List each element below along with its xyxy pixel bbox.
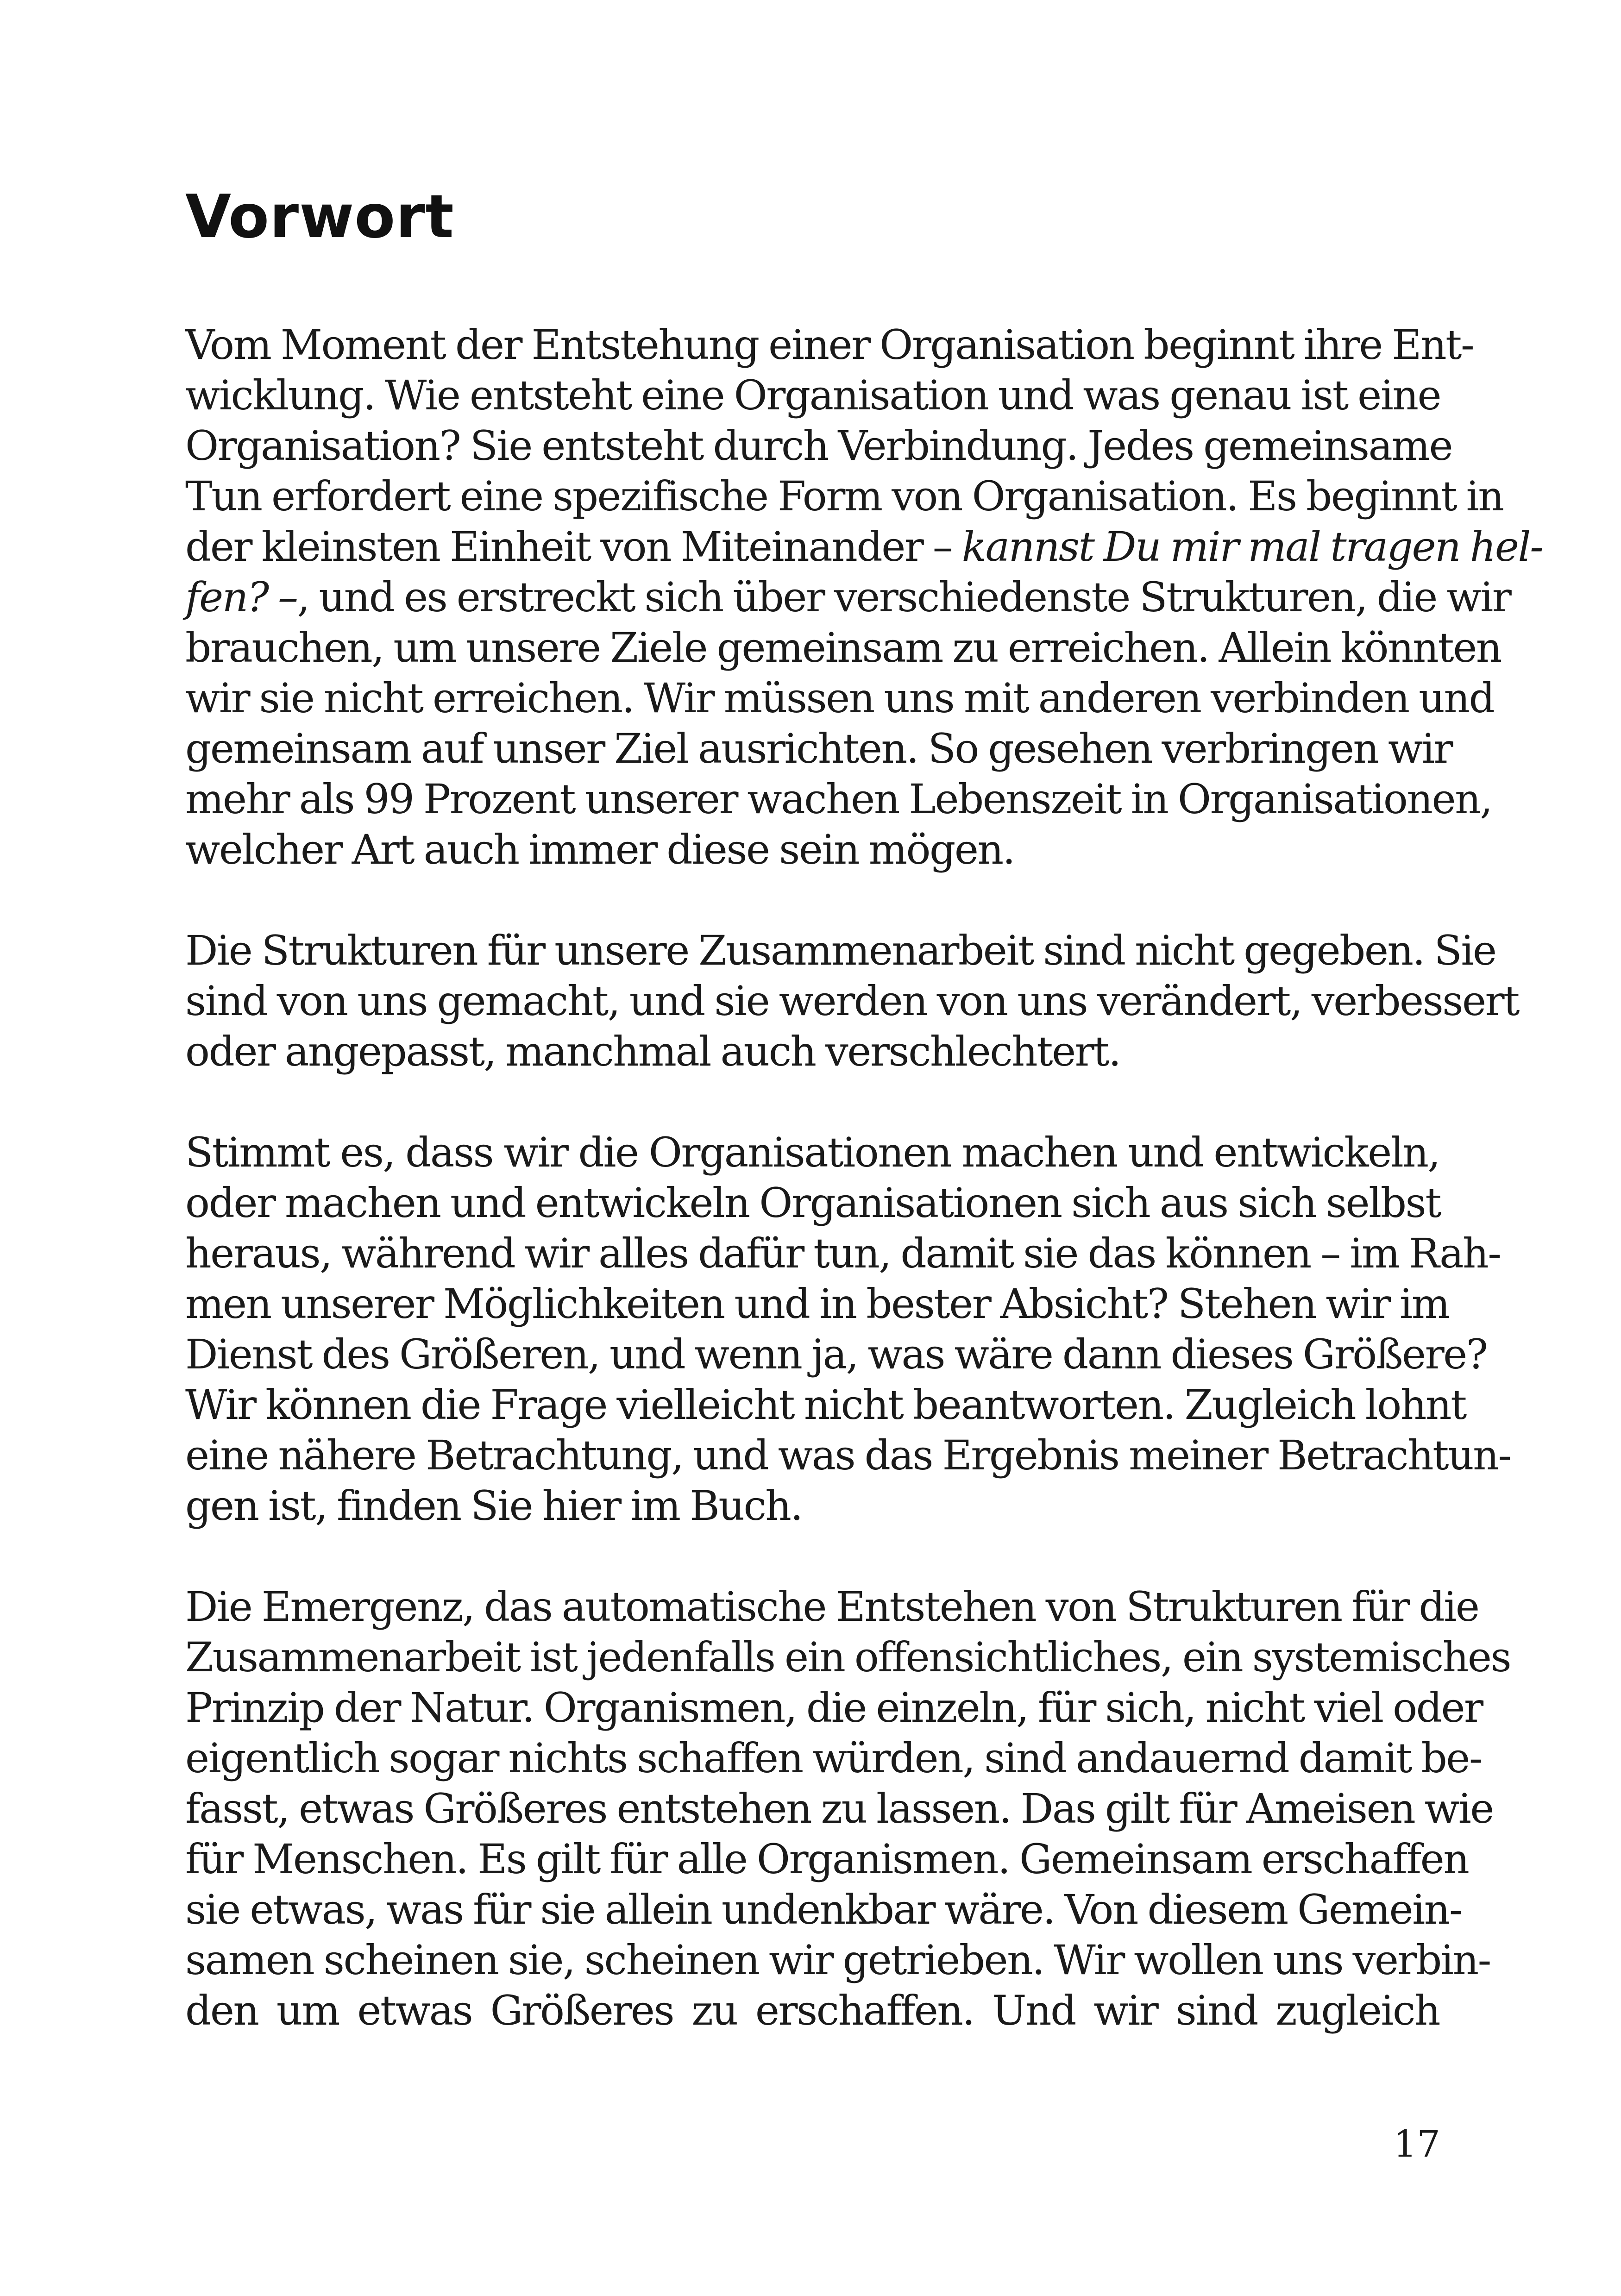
text-line: gemeinsam auf unser Ziel ausrichten. So gesehen verbringen wir <box>185 725 1452 772</box>
text-line: Stimmt es, dass wir die Organisationen machen und entwickeln, <box>185 1129 1439 1176</box>
text-line: mehr als 99 Prozent unserer wachen Lebenszeit in Organisationen, <box>185 775 1492 823</box>
text-line: brauchen, um unsere Ziele gemeinsam zu erreichen. Allein könnten <box>185 624 1501 671</box>
text-line: wicklung. Wie entsteht eine Organisation und was genau ist eine <box>185 371 1441 419</box>
paragraph <box>185 1581 1511 2036</box>
text-line: Vom Moment der Entstehung einer Organisation beginnt ihre Ent- <box>185 321 1474 369</box>
text-line: sie etwas, was für sie allein undenkbar wäre. Von diesem Gemein- <box>185 1886 1462 1933</box>
text-line: eine nähere Betrachtung, und was das Ergebnis meiner Betrachtun- <box>185 1431 1511 1479</box>
page-number: 17 <box>1393 2122 1440 2165</box>
text-run: , und es erstreckt sich über verschiedenste Strukturen, die wir <box>297 573 1511 621</box>
text-line: eigentlich sogar nichts schaffen würden, sind andauernd damit be- <box>185 1734 1482 1782</box>
text-line: heraus, während wir alles dafür tun, damit sie das können – im Rah- <box>185 1230 1501 1277</box>
text-line: Zusammenarbeit ist jedenfalls ein offensichtliches, ein systemisches <box>185 1633 1511 1681</box>
text-line: Dienst des Größeren, und wenn ja, was wäre dann dieses Größere? <box>185 1330 1487 1378</box>
text-line: gen ist, finden Sie hier im Buch. <box>185 1482 802 1530</box>
text-line: Organisation? Sie entsteht durch Verbindung. Jedes gemeinsame <box>185 422 1452 470</box>
paragraph <box>185 925 1519 1077</box>
chapter-heading: Vorwort <box>185 182 454 251</box>
text-line: samen scheinen sie, scheinen wir getrieben. Wir wollen uns verbin- <box>185 1936 1490 1984</box>
text-line: für Menschen. Es gilt für alle Organismen. Gemeinsam erschaffen <box>185 1835 1469 1883</box>
paragraph <box>185 320 1543 875</box>
text-line: oder angepasst, manchmal auch verschlechtert. <box>185 1028 1120 1075</box>
text-line: oder machen und entwickeln Organisationen sich aus sich selbst <box>185 1179 1441 1227</box>
text-line: Tun erfordert eine spezifische Form von Organisation. Es beginnt in <box>185 472 1503 520</box>
text-line: Die Emergenz, das automatische Entstehen von Strukturen für die <box>185 1583 1479 1631</box>
paragraph <box>185 1127 1511 1531</box>
text-line <box>185 572 1511 622</box>
italic-text-run: fen? – <box>185 573 297 621</box>
body-text <box>185 320 1543 2086</box>
text-line: sind von uns gemacht, und sie werden von uns verändert, verbessert <box>185 977 1519 1025</box>
text-line <box>185 521 1543 572</box>
text-line: wir sie nicht erreichen. Wir müssen uns mit anderen verbinden und <box>185 674 1494 722</box>
text-line: men unserer Möglichkeiten und in bester Absicht? Stehen wir im <box>185 1280 1449 1328</box>
text-line: Prinzip der Natur. Organismen, die einzeln, für sich, nicht viel oder <box>185 1684 1483 1731</box>
text-line: welcher Art auch immer diese sein mögen. <box>185 826 1015 873</box>
text-line: fasst, etwas Größeres entstehen zu lassen. Das gilt für Ameisen wie <box>185 1785 1493 1832</box>
text-line: Wir können die Frage vielleicht nicht beantworten. Zugleich lohnt <box>185 1381 1466 1429</box>
text-line: den um etwas Größeres zu erschaffen. Und wir sind zugleich <box>185 1987 1439 2034</box>
text-run: der kleinsten Einheit von Miteinander – <box>185 523 962 571</box>
italic-text-run: kannst Du mir mal tragen hel- <box>961 523 1543 571</box>
text-line: Die Strukturen für unsere Zusammenarbeit sind nicht gegeben. Sie <box>185 927 1496 974</box>
